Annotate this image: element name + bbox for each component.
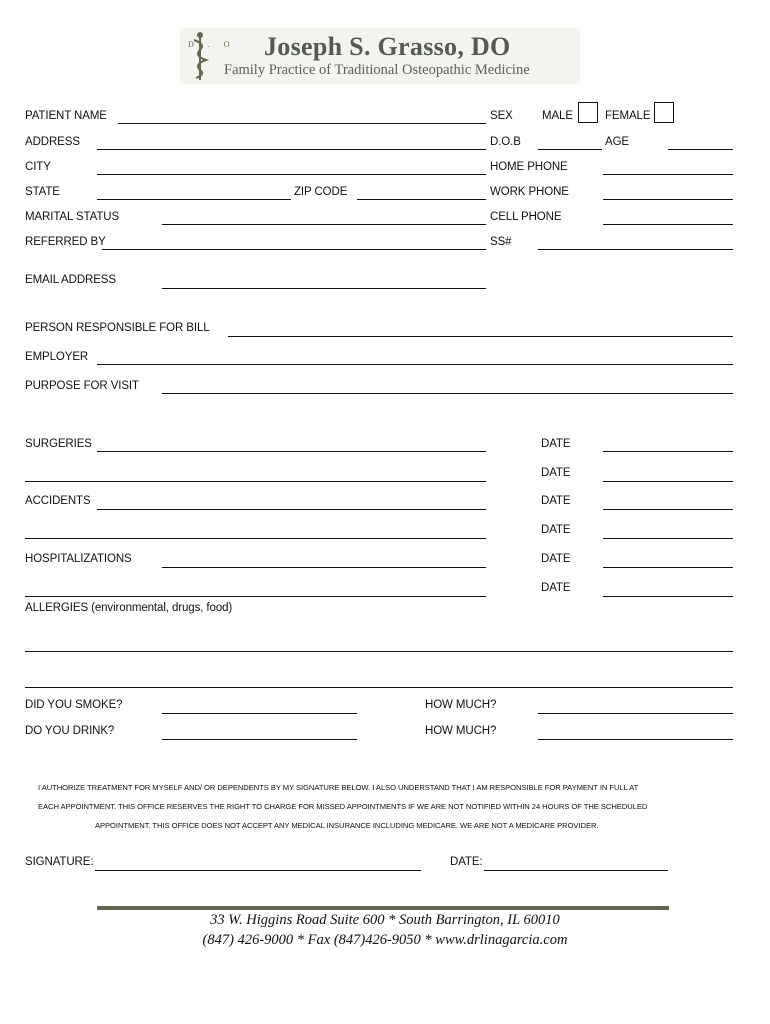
date-label: DATE [541, 524, 571, 536]
drink-field[interactable] [162, 739, 357, 740]
work-phone-label: WORK PHONE [490, 186, 569, 198]
home-phone-field[interactable] [603, 174, 733, 175]
caduceus-logo-icon [184, 30, 218, 82]
employer-label: EMPLOYER [25, 351, 89, 363]
city-field[interactable] [97, 174, 486, 175]
city-label: CITY [25, 161, 51, 173]
cell-phone-field[interactable] [603, 224, 733, 225]
date-label: DATE [541, 467, 571, 479]
referred-by-label: REFERRED BY [25, 236, 106, 248]
age-label: AGE [605, 136, 629, 148]
accident-date-field-2[interactable] [603, 538, 733, 539]
female-label: FEMALE [605, 110, 651, 122]
ssn-label: SS# [490, 236, 512, 248]
state-field[interactable] [97, 199, 291, 200]
signature-label: SIGNATURE: [25, 856, 94, 868]
cell-phone-label: CELL PHONE [490, 211, 562, 223]
date-label: DATE [541, 582, 571, 594]
drink-label: DO YOU DRINK? [25, 725, 115, 737]
allergies-field-2[interactable] [25, 687, 733, 688]
ssn-field[interactable] [538, 249, 733, 250]
hospitalizations-field-2[interactable] [25, 596, 486, 597]
patient-name-label: PATIENT NAME [25, 110, 107, 122]
home-phone-label: HOME PHONE [490, 161, 568, 173]
work-phone-field[interactable] [603, 199, 733, 200]
male-label: MALE [542, 110, 573, 122]
marital-status-label: MARITAL STATUS [25, 211, 120, 223]
email-label: EMAIL ADDRESS [25, 274, 116, 286]
hospitalizations-field-1[interactable] [162, 567, 486, 568]
sex-label: SEX [490, 110, 513, 122]
state-label: STATE [25, 186, 60, 198]
hospitalization-date-field-2[interactable] [603, 596, 733, 597]
surgery-date-field-2[interactable] [603, 481, 733, 482]
male-checkbox[interactable] [578, 102, 598, 123]
email-field[interactable] [162, 288, 486, 289]
address-label: ADDRESS [25, 136, 80, 148]
female-checkbox[interactable] [654, 102, 674, 123]
age-field[interactable] [668, 149, 733, 150]
person-responsible-field[interactable] [228, 336, 733, 337]
logo-letters: D.O [188, 40, 244, 49]
smoke-label: DID YOU SMOKE? [25, 699, 123, 711]
authorization-line-1: I AUTHORIZE TREATMENT FOR MYSELF AND/ OR DEPENDENTS BY MY SIGNATURE BELOW. I ALSO UNDERSTAND THAT I AM RESPONSIBLE FOR PAYMENT IN FULL AT [38, 783, 639, 792]
allergies-label: ALLERGIES (environmental, drugs, food) [25, 602, 233, 614]
footer-contact: (847) 426-9000 * Fax (847)426-9050 * www.drlinagarcia.com [202, 932, 568, 948]
footer-address: 33 W. Higgins Road Suite 600 * South Barrington, IL 60010 [210, 912, 560, 928]
accidents-label: ACCIDENTS [25, 495, 91, 507]
signature-date-field[interactable] [484, 870, 668, 871]
smoke-how-much-label: HOW MUCH? [425, 699, 497, 711]
purpose-field[interactable] [162, 393, 733, 394]
marital-status-field[interactable] [162, 224, 486, 225]
signature-date-label: DATE: [450, 856, 483, 868]
date-label: DATE [541, 553, 571, 565]
dob-field[interactable] [538, 149, 602, 150]
drink-how-much-label: HOW MUCH? [425, 725, 497, 737]
signature-field[interactable] [95, 870, 421, 871]
hospitalizations-label: HOSPITALIZATIONS [25, 553, 132, 565]
accidents-field-1[interactable] [97, 509, 486, 510]
hospitalization-date-field-1[interactable] [603, 567, 733, 568]
footer-rule [97, 906, 669, 910]
patient-name-field[interactable] [118, 123, 486, 124]
allergies-field-1[interactable] [25, 651, 733, 652]
practice-title: Joseph S. Grasso, DO [264, 32, 511, 61]
accident-date-field-1[interactable] [603, 509, 733, 510]
purpose-label: PURPOSE FOR VISIT [25, 380, 139, 392]
accidents-field-2[interactable] [25, 538, 486, 539]
zip-code-field[interactable] [357, 199, 486, 200]
surgeries-label: SURGERIES [25, 438, 92, 450]
drink-how-much-field[interactable] [538, 739, 733, 740]
zip-code-label: ZIP CODE [294, 186, 348, 198]
surgeries-field-1[interactable] [97, 451, 486, 452]
surgery-date-field-1[interactable] [603, 451, 733, 452]
smoke-how-much-field[interactable] [538, 713, 733, 714]
date-label: DATE [541, 495, 571, 507]
authorization-line-3: APPOINTMENT. THIS OFFICE DOES NOT ACCEPT ANY MEDICAL INSURANCE INCLUDING MEDICARE. WE ARE NOT A MEDICARE PROVIDER. [95, 821, 599, 830]
dob-label: D.O.B [490, 136, 521, 148]
address-field[interactable] [97, 149, 486, 150]
employer-field[interactable] [97, 364, 733, 365]
person-responsible-label: PERSON RESPONSIBLE FOR BILL [25, 322, 210, 334]
referred-by-field[interactable] [102, 249, 486, 250]
surgeries-field-2[interactable] [25, 481, 486, 482]
date-label: DATE [541, 438, 571, 450]
authorization-line-2: EACH APPOINTMENT. THIS OFFICE RESERVES THE RIGHT TO CHARGE FOR MISSED APPOINTMENTS IF WE ARE NOT NOTIFIED WITHIN 24 HOURS OF THE SCHEDULED [38, 802, 648, 811]
practice-subtitle: Family Practice of Traditional Osteopathic Medicine [224, 62, 530, 78]
smoke-field[interactable] [162, 713, 357, 714]
